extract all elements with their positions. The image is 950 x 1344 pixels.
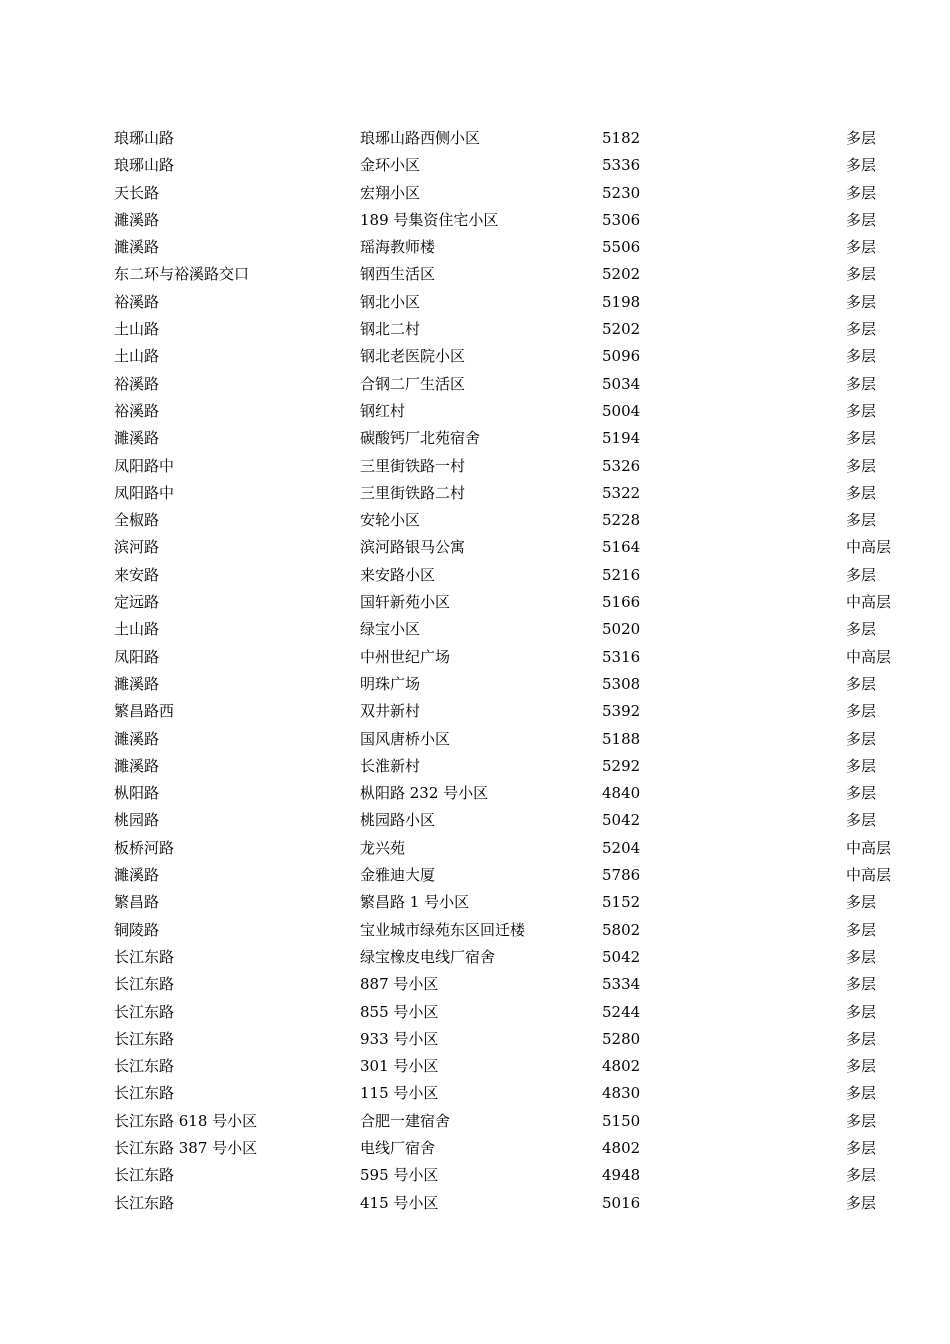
- price-cell: 5786: [602, 866, 641, 885]
- table-row: [0, 534, 950, 561]
- building-type-cell: 多层: [846, 347, 877, 366]
- table-row: [0, 371, 950, 398]
- table-row: [0, 125, 950, 152]
- table-row: [0, 780, 950, 807]
- price-cell: 4948: [602, 1166, 641, 1185]
- price-cell: 5244: [602, 1002, 641, 1021]
- table-row: [0, 671, 950, 698]
- community-cell: 933 号小区: [360, 1029, 439, 1048]
- community-cell: 来安路小区: [360, 565, 436, 584]
- table-row: [0, 726, 950, 753]
- table-row: [0, 1026, 950, 1053]
- table-row: [0, 1080, 950, 1107]
- community-cell: 宝业城市绿苑东区回迁楼: [360, 920, 526, 939]
- community-cell: 长淮新村: [360, 756, 421, 775]
- building-type-cell: 多层: [846, 456, 877, 475]
- price-cell: 5204: [602, 838, 641, 857]
- table-row: [0, 316, 950, 343]
- data-table: [0, 125, 950, 1217]
- building-type-cell: 多层: [846, 1138, 877, 1157]
- road-cell: 土山路: [114, 320, 160, 339]
- table-row: [0, 180, 950, 207]
- table-row: [0, 917, 950, 944]
- community-cell: 繁昌路 1 号小区: [360, 893, 470, 912]
- building-type-cell: 中高层: [846, 866, 892, 885]
- price-cell: 5802: [602, 920, 641, 939]
- table-row: [0, 234, 950, 261]
- road-cell: 濉溪路: [114, 729, 160, 748]
- price-cell: 5198: [602, 292, 641, 311]
- price-cell: 5150: [602, 1111, 641, 1130]
- price-cell: 5004: [602, 401, 641, 420]
- building-type-cell: 多层: [846, 920, 877, 939]
- building-type-cell: 多层: [846, 811, 877, 830]
- building-type-cell: 多层: [846, 210, 877, 229]
- building-type-cell: 多层: [846, 1002, 877, 1021]
- building-type-cell: 中高层: [846, 647, 892, 666]
- community-cell: 龙兴苑: [360, 838, 406, 857]
- building-type-cell: 多层: [846, 156, 877, 175]
- road-cell: 凤阳路: [114, 647, 160, 666]
- table-row: [0, 944, 950, 971]
- road-cell: 凤阳路中: [114, 483, 175, 502]
- price-cell: 5336: [602, 156, 641, 175]
- building-type-cell: 多层: [846, 893, 877, 912]
- community-cell: 595 号小区: [360, 1166, 439, 1185]
- table-row: [0, 398, 950, 425]
- table-row: [0, 616, 950, 643]
- community-cell: 琅琊山路西侧小区: [360, 129, 481, 147]
- road-cell: 濉溪路: [114, 866, 160, 885]
- price-cell: 5020: [602, 620, 641, 639]
- community-cell: 三里街铁路二村: [360, 483, 466, 502]
- building-type-cell: 多层: [846, 1111, 877, 1130]
- building-type-cell: 多层: [846, 1166, 877, 1185]
- building-type-cell: 多层: [846, 975, 877, 994]
- price-cell: 5152: [602, 893, 641, 912]
- building-type-cell: 中高层: [846, 838, 892, 857]
- price-cell: 5280: [602, 1029, 641, 1048]
- road-cell: 濉溪路: [114, 429, 160, 448]
- price-cell: 5166: [602, 593, 641, 612]
- community-cell: 双井新村: [360, 702, 421, 721]
- road-cell: 长江东路 387 号小区: [114, 1138, 258, 1157]
- road-cell: 琅琊山路: [114, 129, 175, 147]
- community-cell: 金环小区: [360, 156, 421, 175]
- table-row: [0, 1162, 950, 1189]
- road-cell: 裕溪路: [114, 374, 160, 393]
- price-cell: 5164: [602, 538, 641, 557]
- price-cell: 5506: [602, 238, 641, 257]
- building-type-cell: 多层: [846, 1057, 877, 1076]
- community-cell: 115 号小区: [360, 1084, 439, 1103]
- community-cell: 887 号小区: [360, 975, 439, 994]
- road-cell: 天长路: [114, 183, 160, 202]
- community-cell: 钢西生活区: [360, 265, 436, 284]
- community-cell: 中州世纪广场: [360, 647, 451, 666]
- price-cell: 5228: [602, 511, 641, 530]
- road-cell: 长江东路: [114, 1084, 175, 1103]
- price-cell: 5230: [602, 183, 641, 202]
- price-cell: 5392: [602, 702, 641, 721]
- road-cell: 裕溪路: [114, 292, 160, 311]
- community-cell: 碳酸钙厂北苑宿舍: [360, 429, 481, 448]
- building-type-cell: 多层: [846, 483, 877, 502]
- table-row: [0, 862, 950, 889]
- road-cell: 长江东路: [114, 1193, 175, 1212]
- community-cell: 三里街铁路一村: [360, 456, 466, 475]
- table-row: [0, 453, 950, 480]
- road-cell: 长江东路: [114, 1002, 175, 1021]
- table-row: [0, 1108, 950, 1135]
- road-cell: 濉溪路: [114, 756, 160, 775]
- building-type-cell: 多层: [846, 129, 877, 147]
- road-cell: 土山路: [114, 347, 160, 366]
- building-type-cell: 多层: [846, 265, 877, 284]
- community-cell: 电线厂宿舍: [360, 1138, 436, 1157]
- table-row: [0, 480, 950, 507]
- building-type-cell: 多层: [846, 756, 877, 775]
- community-cell: 枞阳路 232 号小区: [360, 784, 489, 803]
- table-row: [0, 889, 950, 916]
- community-cell: 瑶海教师楼: [360, 238, 436, 257]
- table-row: [0, 1135, 950, 1162]
- building-type-cell: 多层: [846, 784, 877, 803]
- road-cell: 枞阳路: [114, 784, 160, 803]
- table-row: [0, 1190, 950, 1217]
- community-cell: 安轮小区: [360, 511, 421, 530]
- community-cell: 国风唐桥小区: [360, 729, 451, 748]
- table-row: [0, 425, 950, 452]
- road-cell: 凤阳路中: [114, 456, 175, 475]
- table-row: [0, 644, 950, 671]
- table-row: [0, 261, 950, 288]
- table-row: [0, 562, 950, 589]
- community-cell: 钢北老医院小区: [360, 347, 466, 366]
- building-type-cell: 多层: [846, 511, 877, 530]
- road-cell: 滨河路: [114, 538, 160, 557]
- building-type-cell: 多层: [846, 183, 877, 202]
- price-cell: 5216: [602, 565, 641, 584]
- price-cell: 5188: [602, 729, 641, 748]
- road-cell: 桃园路: [114, 811, 160, 830]
- road-cell: 繁昌路: [114, 893, 160, 912]
- building-type-cell: 多层: [846, 1084, 877, 1103]
- road-cell: 繁昌路西: [114, 702, 175, 721]
- table-row: [0, 589, 950, 616]
- price-cell: 4802: [602, 1057, 641, 1076]
- price-cell: 5096: [602, 347, 641, 366]
- building-type-cell: 多层: [846, 1029, 877, 1048]
- table-row: [0, 289, 950, 316]
- price-cell: 5202: [602, 320, 641, 339]
- price-cell: 4802: [602, 1138, 641, 1157]
- community-cell: 宏翔小区: [360, 183, 421, 202]
- building-type-cell: 中高层: [846, 538, 892, 557]
- table-row: [0, 207, 950, 234]
- price-cell: 5016: [602, 1193, 641, 1212]
- building-type-cell: 多层: [846, 947, 877, 966]
- price-cell: 5334: [602, 975, 641, 994]
- building-type-cell: 多层: [846, 565, 877, 584]
- community-cell: 金雅迪大厦: [360, 866, 436, 885]
- road-cell: 长江东路: [114, 1057, 175, 1076]
- community-cell: 国轩新苑小区: [360, 593, 451, 612]
- community-cell: 桃园路小区: [360, 811, 436, 830]
- building-type-cell: 多层: [846, 729, 877, 748]
- table-row: [0, 1053, 950, 1080]
- price-cell: 5292: [602, 756, 641, 775]
- building-type-cell: 多层: [846, 320, 877, 339]
- road-cell: 裕溪路: [114, 401, 160, 420]
- price-cell: 5194: [602, 429, 641, 448]
- community-cell: 415 号小区: [360, 1193, 439, 1212]
- price-cell: 5202: [602, 265, 641, 284]
- community-cell: 绿宝小区: [360, 620, 421, 639]
- road-cell: 长江东路 618 号小区: [114, 1111, 258, 1130]
- price-cell: 5322: [602, 483, 641, 502]
- road-cell: 濉溪路: [114, 674, 160, 693]
- building-type-cell: 多层: [846, 702, 877, 721]
- road-cell: 长江东路: [114, 947, 175, 966]
- community-cell: 855 号小区: [360, 1002, 439, 1021]
- table-row: [0, 753, 950, 780]
- price-cell: 4840: [602, 784, 641, 803]
- road-cell: 全椒路: [114, 511, 160, 530]
- community-cell: 钢北二村: [360, 320, 421, 339]
- road-cell: 土山路: [114, 620, 160, 639]
- building-type-cell: 多层: [846, 674, 877, 693]
- price-cell: 5306: [602, 210, 641, 229]
- building-type-cell: 多层: [846, 238, 877, 257]
- price-cell: 5042: [602, 811, 641, 830]
- road-cell: 定远路: [114, 593, 160, 612]
- road-cell: 长江东路: [114, 1029, 175, 1048]
- table-row: [0, 807, 950, 834]
- community-cell: 钢红村: [360, 401, 406, 420]
- price-cell: 5042: [602, 947, 641, 966]
- building-type-cell: 多层: [846, 292, 877, 311]
- table-row: [0, 835, 950, 862]
- road-cell: 濉溪路: [114, 210, 160, 229]
- community-cell: 钢北小区: [360, 292, 421, 311]
- road-cell: 长江东路: [114, 1166, 175, 1185]
- price-cell: 5316: [602, 647, 641, 666]
- price-cell: 5308: [602, 674, 641, 693]
- road-cell: 长江东路: [114, 975, 175, 994]
- community-cell: 滨河路银马公寓: [360, 538, 466, 557]
- table-row: [0, 971, 950, 998]
- road-cell: 来安路: [114, 565, 160, 584]
- price-cell: 5034: [602, 374, 641, 393]
- table-row: [0, 999, 950, 1026]
- building-type-cell: 多层: [846, 374, 877, 393]
- road-cell: 板桥河路: [114, 838, 175, 857]
- table-row: [0, 698, 950, 725]
- road-cell: 铜陵路: [114, 920, 160, 939]
- building-type-cell: 多层: [846, 401, 877, 420]
- building-type-cell: 中高层: [846, 593, 892, 612]
- community-cell: 301 号小区: [360, 1057, 439, 1076]
- table-row: [0, 507, 950, 534]
- building-type-cell: 多层: [846, 429, 877, 448]
- building-type-cell: 多层: [846, 620, 877, 639]
- price-cell: 5326: [602, 456, 641, 475]
- road-cell: 琅琊山路: [114, 156, 175, 175]
- road-cell: 东二环与裕溪路交口: [114, 265, 250, 284]
- community-cell: 189 号集资住宅小区: [360, 210, 499, 229]
- table-row: [0, 343, 950, 370]
- community-cell: 明珠广场: [360, 674, 421, 693]
- table-row: [0, 152, 950, 179]
- community-cell: 合肥一建宿舍: [360, 1111, 451, 1130]
- price-cell: 5182: [602, 129, 641, 147]
- building-type-cell: 多层: [846, 1193, 877, 1212]
- road-cell: 濉溪路: [114, 238, 160, 257]
- community-cell: 合钢二厂生活区: [360, 374, 466, 393]
- community-cell: 绿宝橡皮电线厂宿舍: [360, 947, 496, 966]
- price-cell: 4830: [602, 1084, 641, 1103]
